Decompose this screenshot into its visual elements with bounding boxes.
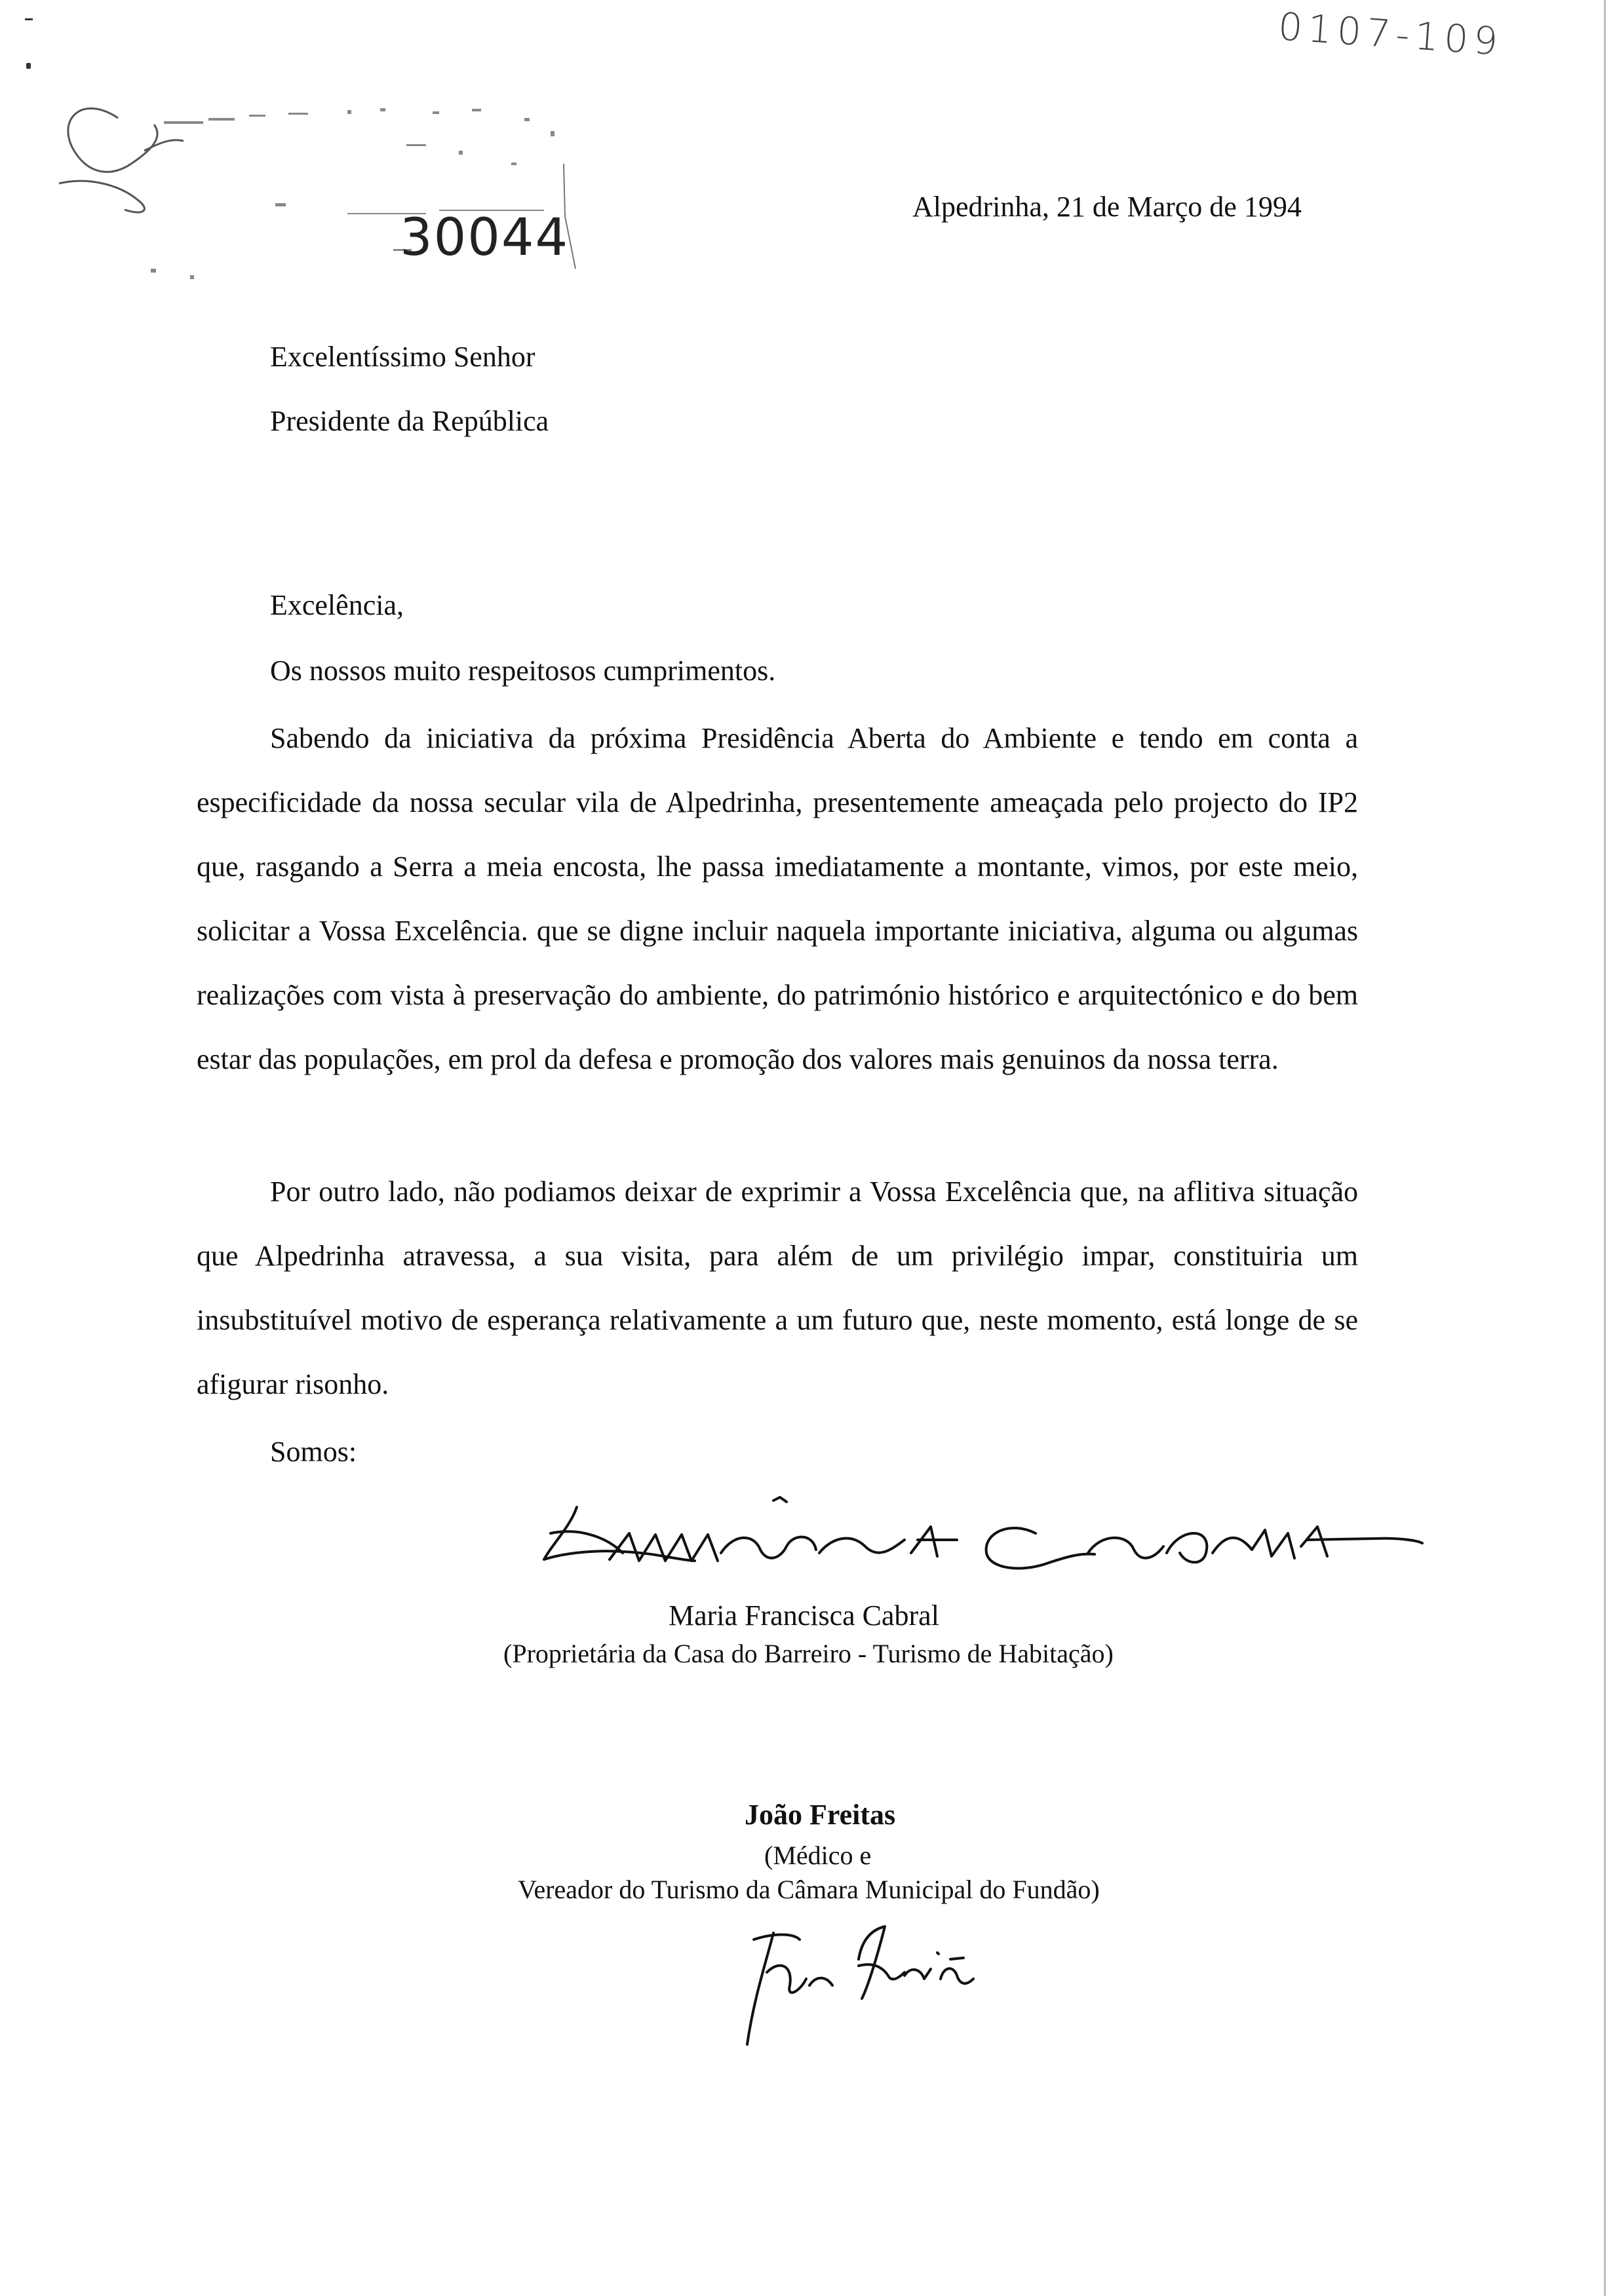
body-paragraph: Por outro lado, não podiamos deixar de exprimir a Vossa Excelência que, na aflitiva situação que Alpedrinha atravessa, a sua visita, para além de um privilégio impar, constituiria um insubstituível motivo de esperança relativamente a um futuro que, neste momento, está longe de se afigurar risonho. bbox=[197, 1176, 1358, 1400]
signatory-role: (Médico e bbox=[764, 1841, 872, 1870]
closing: Somos: bbox=[270, 1436, 357, 1468]
stamp-number: 30044 bbox=[400, 208, 570, 267]
signatory-role: Vereador do Turismo da Câmara Municipal do Fundão) bbox=[518, 1875, 1100, 1904]
greeting: Os nossos muito respeitosos cumprimentos. bbox=[270, 655, 776, 687]
addressee-line: Excelentíssimo Senhor bbox=[270, 341, 535, 373]
addressee-block bbox=[270, 325, 549, 453]
body-paragraph: Sabendo da iniciativa da próxima Presidência Aberta do Ambiente e tendo em conta a especificidade da nossa secular vila de Alpedrinha, presentemente ameaçada pelo projecto do IP2 que, rasgando a Serra a meia encosta, lhe passa imediatamente a montante, vimos, por este meio, solicitar a Vossa Excelência. que se digne incluir naquela importante iniciativa, alguma ou algumas realizações com vista à preservação do ambiente, do património histórico e arquitectónico e do bem estar das populações, em prol da defesa e promoção dos valores mais genuinos da nossa terra. bbox=[197, 722, 1358, 1075]
scan-mark bbox=[26, 63, 31, 69]
signatory-name: Maria Francisca Cabral bbox=[669, 1599, 939, 1632]
signatory-role: (Proprietária da Casa do Barreiro - Turismo de Habitação) bbox=[503, 1639, 1114, 1668]
signatory-name: João Freitas bbox=[745, 1799, 896, 1831]
addressee-line: Presidente da República bbox=[270, 405, 549, 437]
signature-2 bbox=[728, 1913, 990, 2057]
salutation: Excelência, bbox=[270, 589, 404, 621]
page-edge bbox=[1604, 0, 1606, 2296]
scan-mark bbox=[25, 18, 33, 20]
handwritten-reference-number: 0107-109 bbox=[1277, 4, 1505, 64]
signature-1 bbox=[524, 1487, 1429, 1586]
date-line: Alpedrinha, 21 de Março de 1994 bbox=[912, 191, 1302, 223]
